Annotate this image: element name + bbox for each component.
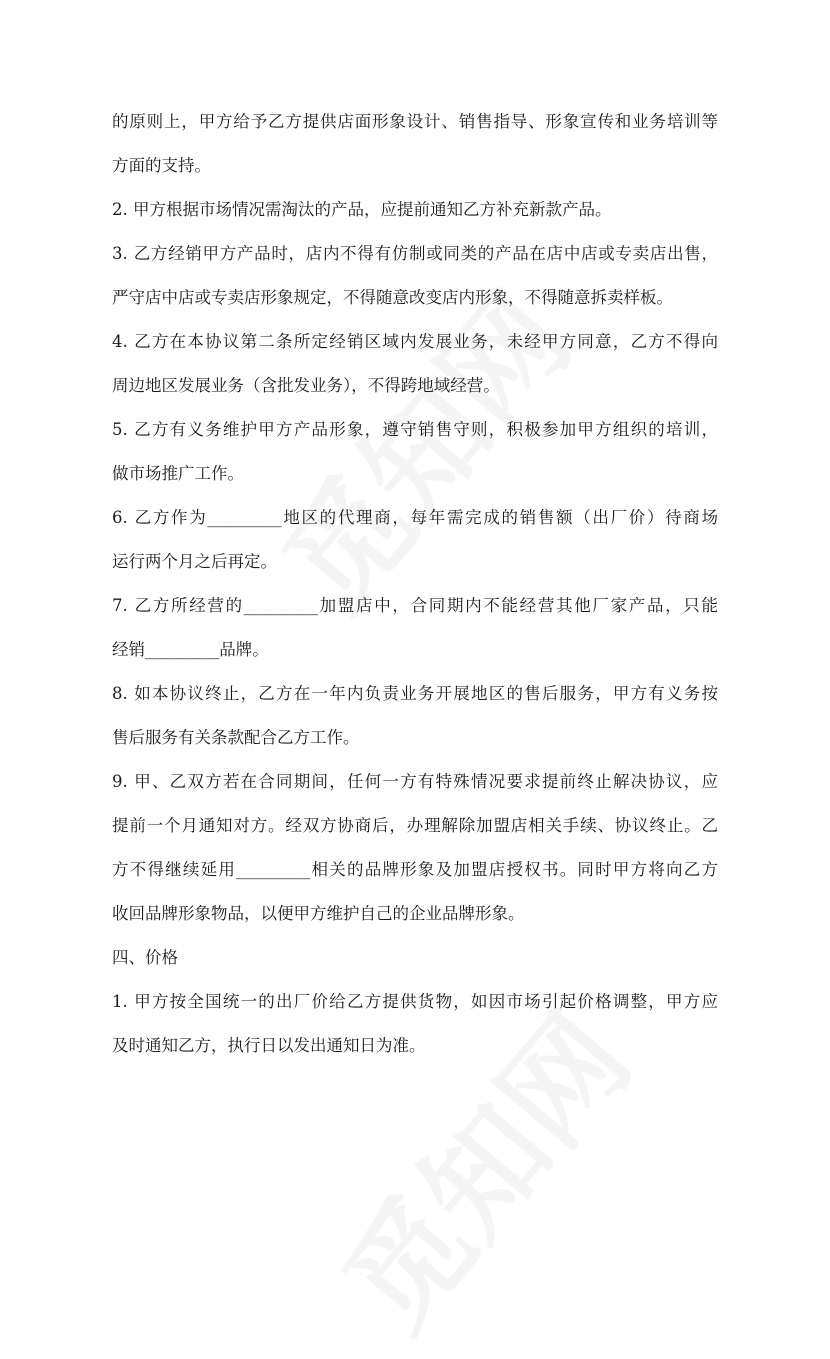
text-line: 周边地区发展业务（含批发业务），不得跨地域经营。 <box>112 376 500 395</box>
section-heading: 四、价格 <box>112 948 178 967</box>
watermark <box>238 253 601 639</box>
text-line: 方不得继续延用_________相关的品牌形象及加盟店授权书。同时甲方将向乙方 <box>112 860 718 879</box>
text-line: 方面的支持。 <box>112 156 211 175</box>
text-line: 7. 乙方所经营的_________加盟店中，合同期内不能经营其他厂家产品，只能 <box>112 596 718 615</box>
text-line: 售后服务有关条款配合乙方工作。 <box>112 728 360 747</box>
text-line: 的原则上，甲方给予乙方提供店面形象设计、销售指导、形象宣传和业务培训等 <box>112 112 718 131</box>
text-line: 2. 甲方根据市场情况需淘汰的产品，应提前通知乙方补充新款产品。 <box>112 200 612 219</box>
text-line: 1. 甲方按全国统一的出厂价给乙方提供货物，如因市场引起价格调整，甲方应 <box>112 992 718 1011</box>
text-line: 及时通知乙方，执行日以发出通知日为准。 <box>112 1036 426 1055</box>
watermark <box>298 973 661 1359</box>
text-line: 5. 乙方有义务维护甲方产品形象，遵守销售守则，积极参加甲方组织的培训， <box>112 420 718 439</box>
text-line: 收回品牌形象物品，以便甲方维护自己的企业品牌形象。 <box>112 904 525 923</box>
text-line: 提前一个月通知对方。经双方协商后，办理解除加盟店相关手续、协议终止。乙 <box>112 816 718 835</box>
text-line: 4. 乙方在本协议第二条所定经销区域内发展业务，未经甲方同意，乙方不得向 <box>112 332 718 351</box>
text-line: 3. 乙方经销甲方产品时，店内不得有仿制或同类的产品在店中店或专卖店出售， <box>112 244 718 263</box>
text-line: 6. 乙方作为_________地区的代理商，每年需完成的销售额（出厂价）待商场 <box>112 508 718 527</box>
text-line: 9. 甲、乙双方若在合同期间，任何一方有特殊情况要求提前终止解决协议，应 <box>112 772 718 791</box>
text-line: 运行两个月之后再定。 <box>112 552 277 571</box>
text-line: 做市场推广工作。 <box>112 464 244 483</box>
text-line: 严守店中店或专卖店形象规定，不得随意改变店内形象，不得随意拆卖样板。 <box>112 288 673 307</box>
text-line: 经销_________品牌。 <box>112 640 269 659</box>
text-line: 8. 如本协议终止，乙方在一年内负责业务开展地区的售后服务，甲方有义务按 <box>112 684 718 703</box>
